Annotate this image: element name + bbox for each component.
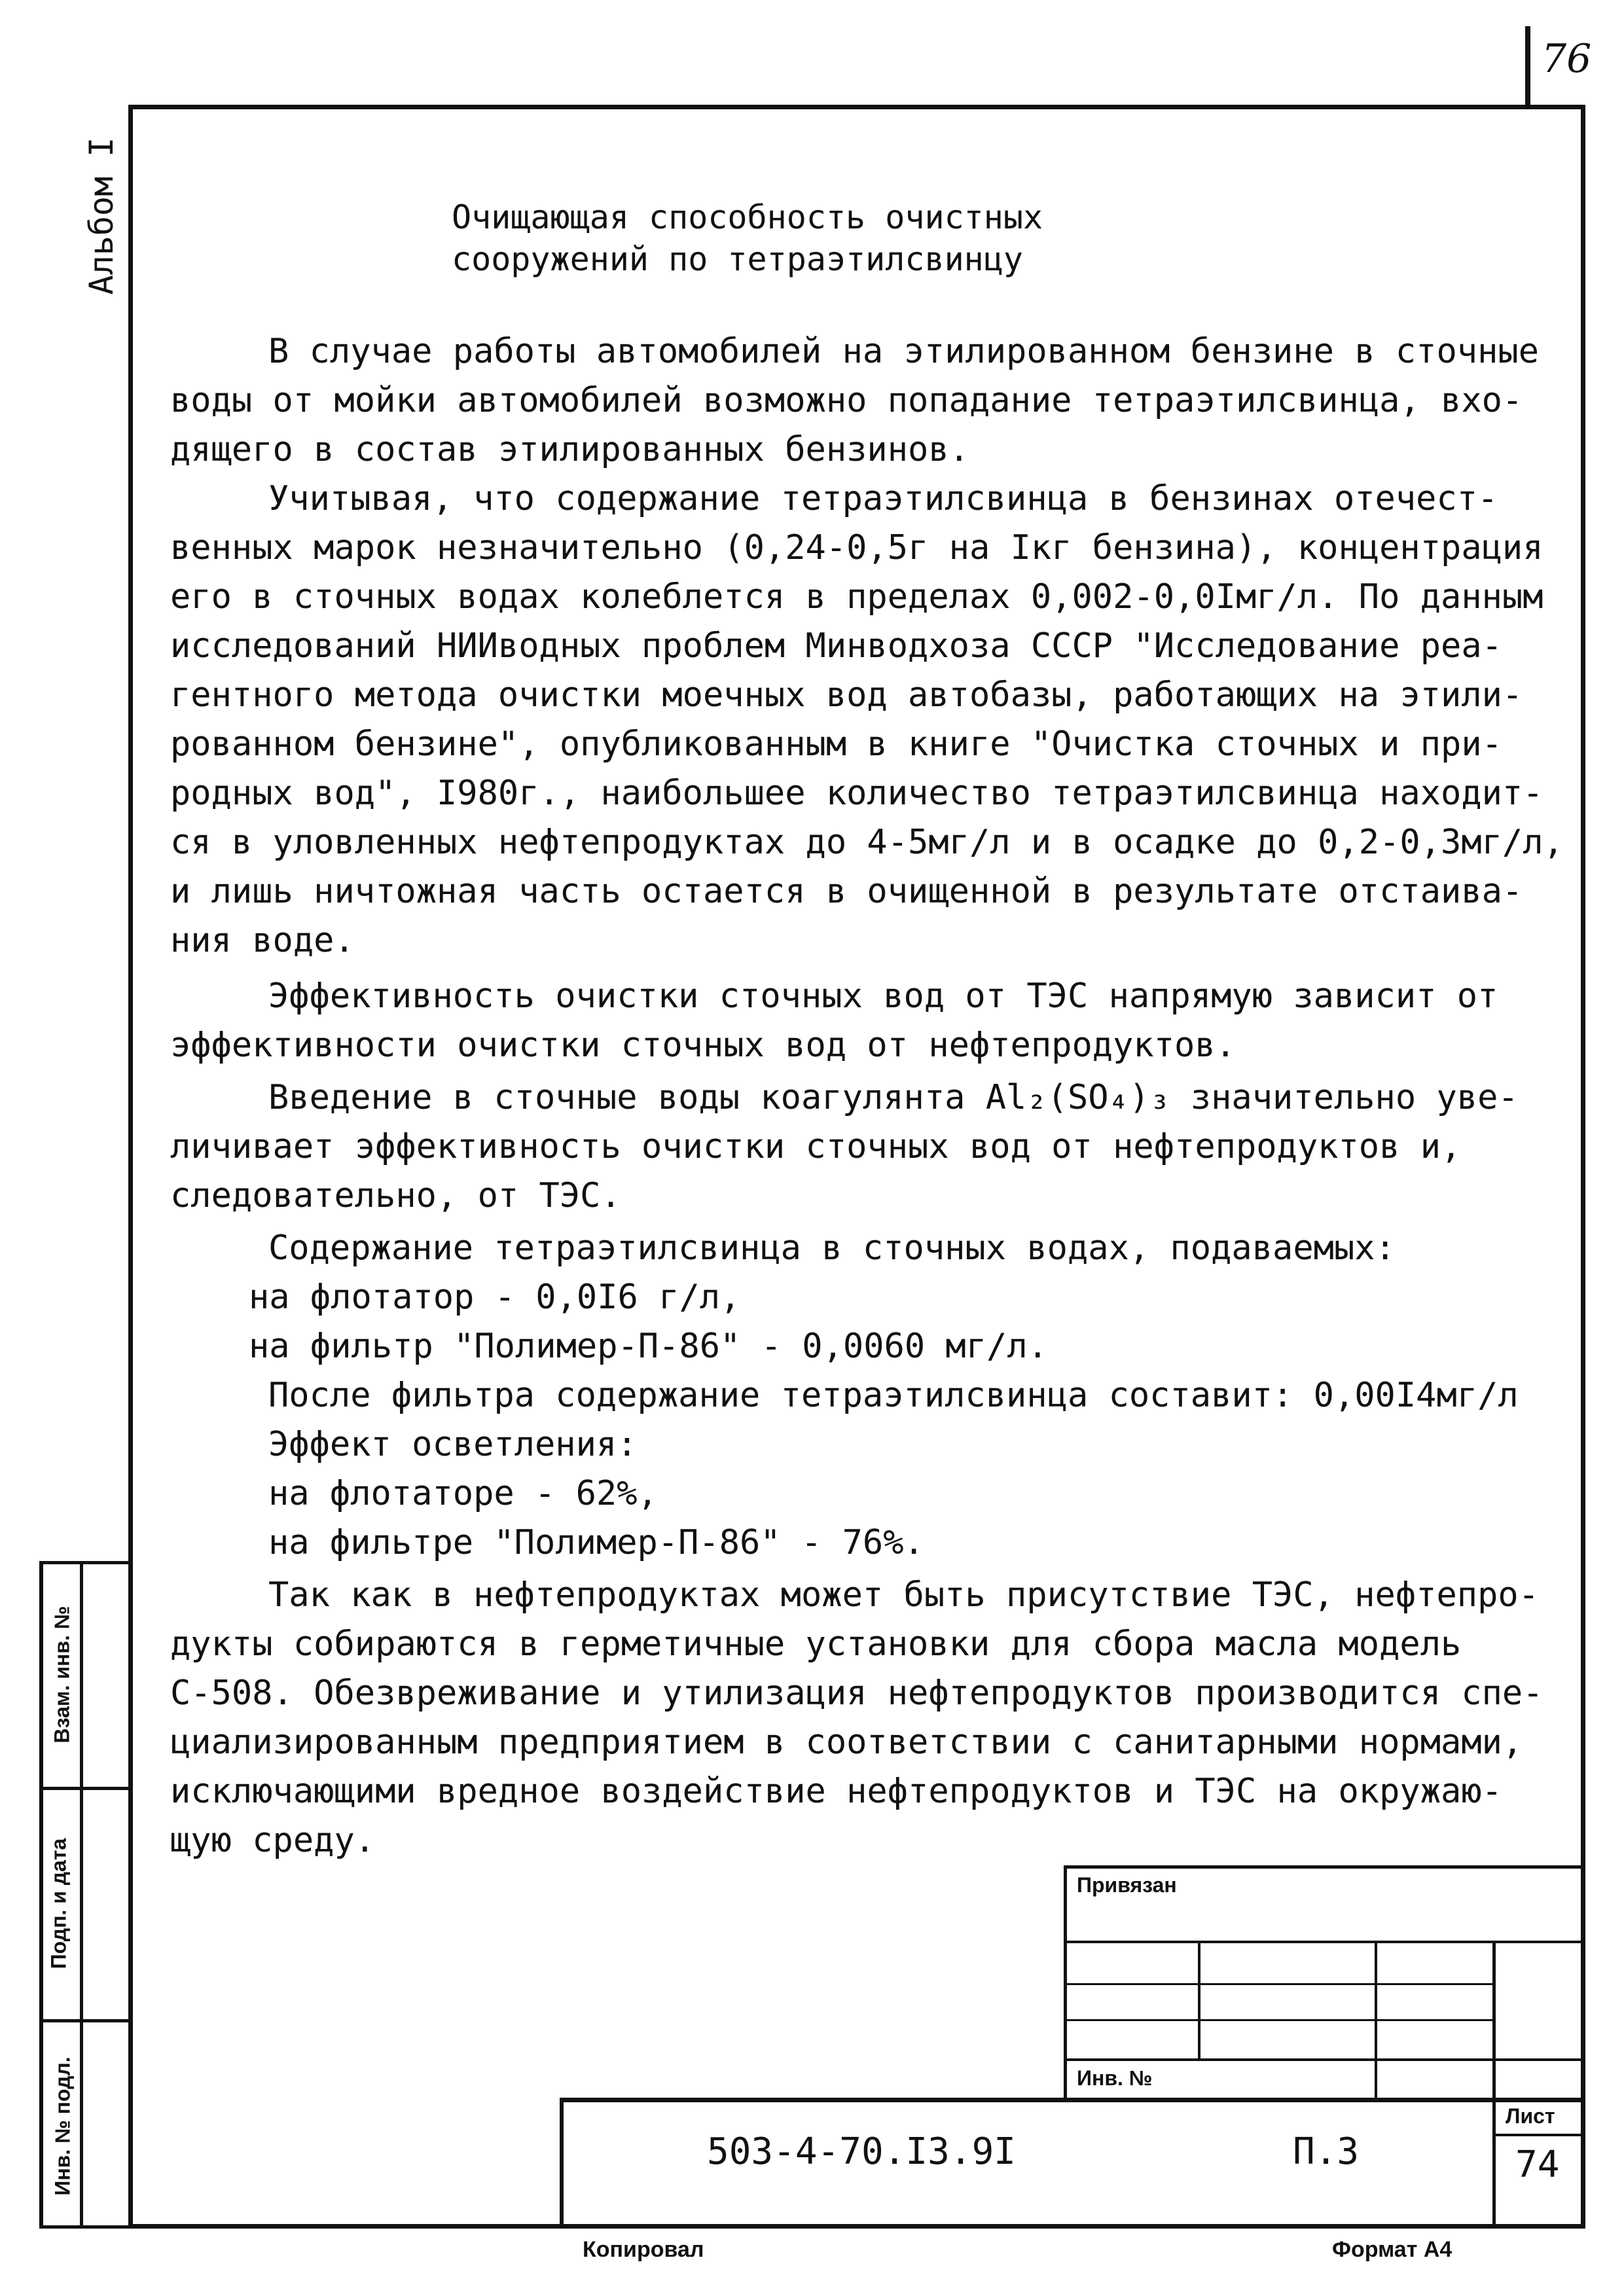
page-mark-bar [1525,26,1530,105]
frame-top [128,105,1585,109]
body-line: С-508. Обезвреживание и утилизация нефтепродуктов производится спе- [170,1674,1543,1713]
body-line: Эффективность очистки сточных вод от ТЭС напрямую зависит от [268,977,1498,1016]
body-line: следовательно, от ТЭС. [170,1176,621,1215]
inv-no-label: Инв. № [1077,2066,1153,2090]
body-line: Учитывая, что содержание тетраэтилсвинца в бензинах отечест- [268,479,1498,518]
body-line: рованном бензине", опубликованным в книге "Очистка сточных и при- [170,725,1502,764]
vzam-inv-label: Взам. инв. № [50,1605,74,1744]
body-line: на флотаторе - 62%, [268,1474,658,1513]
sheet-number: 74 [1515,2144,1560,2186]
body-line: исключающими вредное воздействие нефтепродуктов и ТЭС на окружаю- [170,1772,1502,1811]
body-line: воды от мойки автомобилей возможно попадание тетраэтилсвинца, вхо- [170,381,1523,420]
format-label: Формат А4 [1332,2237,1453,2262]
body-line: щую среду. [170,1821,376,1860]
copied-label: Копировал [583,2237,704,2262]
document-part: П.3 [1293,2130,1360,2173]
body-line: дящего в состав этилированных бензинов. [170,430,969,469]
body-line: венных марок незначительно (0,24-0,5г на Iкг бензина), концентрация [170,528,1543,567]
body-line: на фильтре "Полимер-П-86" - 76%. [268,1523,924,1562]
body-line: циализированным предприятием в соответствии с санитарными нормами, [170,1723,1523,1762]
document-title: Очищающая способность очистных сооружений по тетраэтилсвинцу [452,198,1043,278]
body-line: дукты собираются в герметичные установки для сбора масла модель [170,1624,1462,1664]
body-line: исследований НИИводных проблем Минводхоза СССР "Исследование реа- [170,626,1502,666]
body-line: В случае работы автомобилей на этилированном бензине в сточные [268,332,1540,371]
page-mark: 76 [1542,36,1592,82]
inv-podl-label: Инв. № подл. [50,2056,75,2196]
body-line: на фильтр "Полимер-П-86" - 0,0060 мг/л. [249,1327,1048,1366]
body-line: эффективности очистки сточных вод от нефтепродуктов. [170,1026,1236,1065]
body-line: и лишь ничтожная часть остается в очищенной в результате отстаива- [170,872,1523,911]
body-line: гентного метода очистки моечных вод автобазы, работающих на этили- [170,675,1523,715]
album-label: Альбом I [82,137,120,295]
sheet-label: Лист [1506,2104,1555,2128]
podp-date-label: Подп. и дата [46,1838,71,1969]
body-line: После фильтра содержание тетраэтилсвинца составит: 0,00I4мг/л [268,1376,1519,1415]
privyazan-label: Привязан [1077,1873,1177,1897]
body-line: Эффект осветления: [268,1425,638,1464]
body-line: ся в уловленных нефтепродуктах до 4-5мг/л и в осадке до 0,2-0,3мг/л, [170,823,1564,862]
frame-left [128,105,133,2229]
body-line: Так как в нефтепродуктах может быть присутствие ТЭС, нефтепро- [268,1575,1540,1615]
body-line: ния воде. [170,921,355,960]
body-line: Содержание тетраэтилсвинца в сточных водах, подаваемых: [268,1229,1396,1268]
body-line: Введение в сточные воды коагулянта Al₂(SO₄)₃ значительно уве- [268,1078,1519,1117]
document-code: 503-4-70.I3.9I [707,2130,1017,2173]
frame-right [1581,105,1585,2229]
body-line: на флотатор - 0,0I6 г/л, [249,1278,741,1317]
frame-bottom [128,2224,1585,2229]
body-line: родных вод", I980г., наибольшее количество тетраэтилсвинца находит- [170,774,1543,813]
body-line: личивает эффективность очистки сточных вод от нефтепродуктов и, [170,1127,1462,1166]
body-line: его в сточных водах колеблется в пределах 0,002-0,0Iмг/л. По данным [170,577,1543,617]
